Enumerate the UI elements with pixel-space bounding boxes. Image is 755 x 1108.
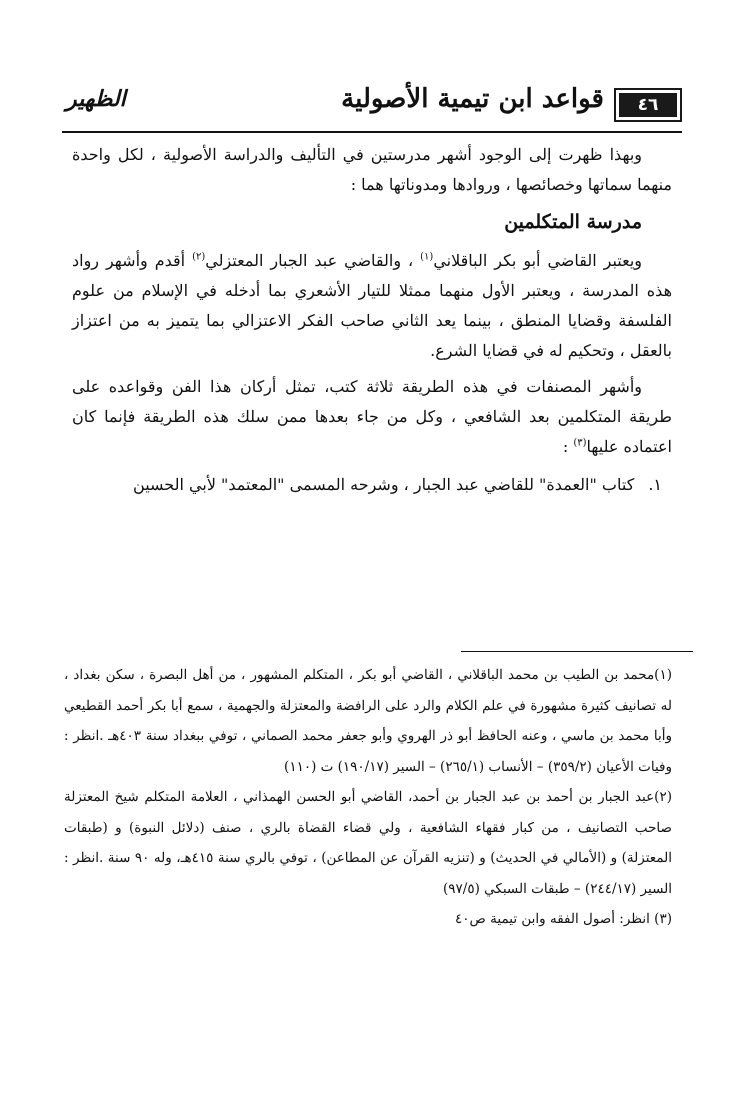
intro-paragraph xyxy=(72,140,672,200)
footnote-ref-1: (١) xyxy=(420,251,434,263)
header-rule xyxy=(62,131,682,133)
section-heading: مدرسة المتكلمين xyxy=(504,211,642,233)
paragraph-1 xyxy=(72,246,672,366)
para1-part-a: ويعتبر القاضي أبو بكر الباقلاني xyxy=(433,251,642,270)
intro-line-2: منهما سماتها وخصائصها ، وروادها ومدوناتها هما : xyxy=(350,175,672,194)
intro-line-1: وبهذا ظهرت إلى الوجود أشهر مدرستين في التأليف والدراسة الأصولية ، لكل واحدة xyxy=(72,145,642,164)
page-header xyxy=(62,84,682,128)
page-number-box xyxy=(614,88,682,122)
footnote-ref-2: (٢) xyxy=(192,251,206,263)
list-item xyxy=(72,470,672,500)
footnotes xyxy=(64,660,672,935)
publisher-brand: الظهير xyxy=(66,86,126,112)
list-item-number: ١. xyxy=(648,475,662,494)
footnote-ref-3: (٣) xyxy=(573,437,587,449)
list-item-text: كتاب "العمدة" للقاضي عبد الجبار ، وشرحه المسمى "المعتمد" لأبي الحسين xyxy=(133,475,635,494)
para2-part-a: وأشهر المصنفات في هذه الطريقة ثلاثة كتب، تمثل أركان هذا الفن وقواعده على طريقة المتكلمين بعد الشافعي ، وكل من جاء بعدها ممن سلك هذه الطريقة فإنما كان اعتماده عليها xyxy=(72,377,672,456)
para1-part-b: ، والقاضي عبد الجبار المعتزلي xyxy=(205,251,421,270)
paragraph-2 xyxy=(72,372,672,462)
footnote-separator xyxy=(461,651,693,652)
footnote-3: (٣) انظر: أصول الفقه وابن تيمية ص٤٠ xyxy=(455,911,672,927)
main-text xyxy=(72,140,672,500)
book-title: قواعد ابن تيمية الأصولية xyxy=(341,84,604,114)
para2-part-b: : xyxy=(562,437,574,456)
footnote-1: (١)محمد بن الطيب بن محمد الباقلاني ، القاضي أبو بكر ، المتكلم المشهور ، من أهل البصرة ، سكن بغداد ، له تصانيف كثيرة مشهورة في علم الكلام والرد على الرافضة والمعتزلة والجهمية ، سمع أبا بكر أحمد القطيعي وأبا محمد بن ماسي ، وعنه الحافظ أبو ذر الهروي وأبو جعفر محمد الصماني ، توفي ببغداد سنة ٤٠٣هـ .انظر : وفيات الأعيان (٣٥٩/٢) – الأنساب (٢٦٥/١) – السير (١٩٠/١٧) ت (١١٠) xyxy=(64,667,672,775)
page-number: ٤٦ xyxy=(637,95,659,115)
para1-part-c: أقدم وأشهر رواد هذه المدرسة ، ويعتبر الأول منهما ممثلا للتيار الأشعري بما أدخله في الإسلام من علوم الفلسفة وقضايا المنطق ، بينما يعد الثاني صاحب الفكر الاعتزالي بما يتميز به من اعتزاز بالعقل ، وتحكيم له في قضايا الشرع. xyxy=(72,251,672,360)
footnote-2: (٢)عبد الجبار بن أحمد بن عبد الجبار بن أحمد، القاضي أبو الحسن الهمذاني ، العلامة المتكلم شيخ المعتزلة صاحب التصانيف ، من كبار فقهاء الشافعية ، ولي قضاء القضاة بالري ، صنف (دلائل النبوة) و (طبقات المعتزلة) و (الأمالي في الحديث) و (تنزيه القرآن عن المطاعن) ، توفي بالري سنة ٤١٥هـ، وله ٩٠ سنة .انظر : السير (٢٤٤/١٧) – طبقات السبكي (٩٧/٥) xyxy=(64,789,672,897)
